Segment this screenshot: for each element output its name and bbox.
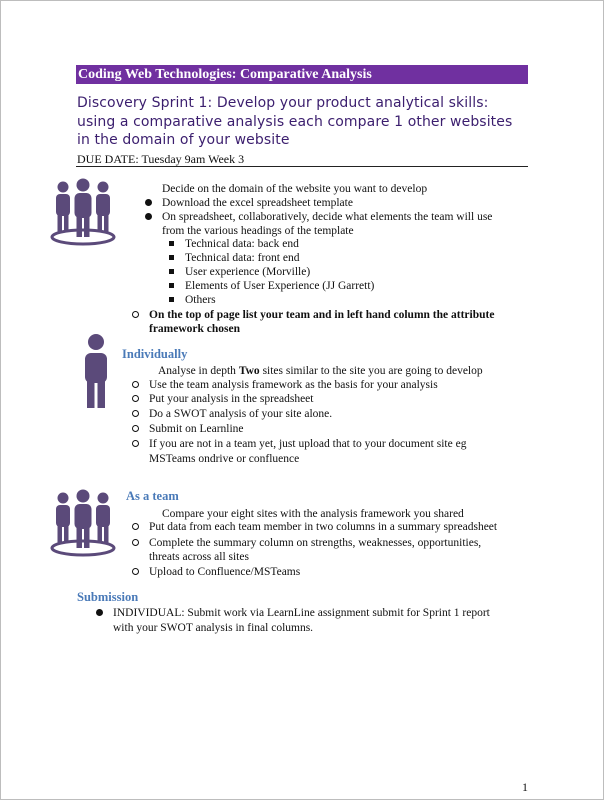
list-subitem: Technical data: front end xyxy=(185,252,300,264)
bullet-dot xyxy=(145,213,152,220)
bullet-square xyxy=(169,297,174,302)
bullet-ring xyxy=(132,539,139,546)
list-item: from the various headings of the template xyxy=(162,225,354,237)
list-subitem: Elements of User Experience (JJ Garrett) xyxy=(185,280,375,292)
as-team-heading: As a team xyxy=(126,489,179,503)
list-subitem: Others xyxy=(185,294,216,306)
bullet-ring xyxy=(132,425,139,432)
list-subitem: Technical data: back end xyxy=(185,238,299,250)
submission-text: INDIVIDUAL: Submit work via LearnLine assignment submit for Sprint 1 report xyxy=(113,607,490,619)
person-icon xyxy=(82,333,110,409)
submission-text-cont: with your SWOT analysis in final columns. xyxy=(113,622,314,634)
bullet-ring xyxy=(132,440,139,447)
list-item: Complete the summary column on strengths, weaknesses, opportunities, xyxy=(149,537,482,549)
bullet-dot xyxy=(145,199,152,206)
submission-heading: Submission xyxy=(77,590,139,604)
as-team-intro: Compare your eight sites with the analysis framework you shared xyxy=(162,508,464,520)
list-item: MSTeams ondrive or confluence xyxy=(149,453,300,465)
list-item: Put your analysis in the spreadsheet xyxy=(149,393,314,405)
team-icon xyxy=(49,177,117,247)
list-item: Submit on Learnline xyxy=(149,423,244,435)
bullet-ring xyxy=(132,311,139,318)
bullet-ring xyxy=(132,381,139,388)
list-item: threats across all sites xyxy=(149,551,249,563)
due-date: DUE DATE: Tuesday 9am Week 3 xyxy=(77,152,245,166)
page-number: 1 xyxy=(522,780,528,794)
list-item: Do a SWOT analysis of your site alone. xyxy=(149,408,333,420)
bullet-ring xyxy=(132,523,139,530)
list-item: Download the excel spreadsheet template xyxy=(162,197,353,209)
bullet-square xyxy=(169,269,174,274)
list-item: On spreadsheet, collaboratively, decide what elements the team will use xyxy=(162,211,493,223)
bullet-ring xyxy=(132,395,139,402)
bullet-square xyxy=(169,241,174,246)
bullet-dot xyxy=(96,609,103,616)
individually-intro: Analyse in depth Two sites similar to the site you are going to develop xyxy=(158,365,483,377)
bullet-ring xyxy=(132,410,139,417)
team-intro: Decide on the domain of the website you want to develop xyxy=(162,183,428,195)
divider xyxy=(76,166,528,167)
list-subitem: User experience (Morville) xyxy=(185,266,311,278)
team-top-instruction: On the top of page list your team and in left hand column the attribute xyxy=(149,309,495,321)
banner-heading: Coding Web Technologies: Comparative Analysis xyxy=(76,65,528,84)
list-item: If you are not in a team yet, just upload that to your document site eg xyxy=(149,438,467,450)
list-item: Use the team analysis framework as the basis for your analysis xyxy=(149,379,438,391)
team-top-instruction-cont: framework chosen xyxy=(149,323,241,335)
individually-heading: Individually xyxy=(122,347,188,361)
list-item: Put data from each team member in two columns in a summary spreadsheet xyxy=(149,521,498,533)
team-icon xyxy=(49,488,117,558)
page-title: Discovery Sprint 1: Develop your product analytical skills: using a comparative analysis each compare 1 other websites in the domain of your website xyxy=(77,95,513,148)
bullet-ring xyxy=(132,568,139,575)
list-item: Upload to Confluence/MSTeams xyxy=(149,566,301,578)
bullet-square xyxy=(169,255,174,260)
bullet-square xyxy=(169,283,174,288)
